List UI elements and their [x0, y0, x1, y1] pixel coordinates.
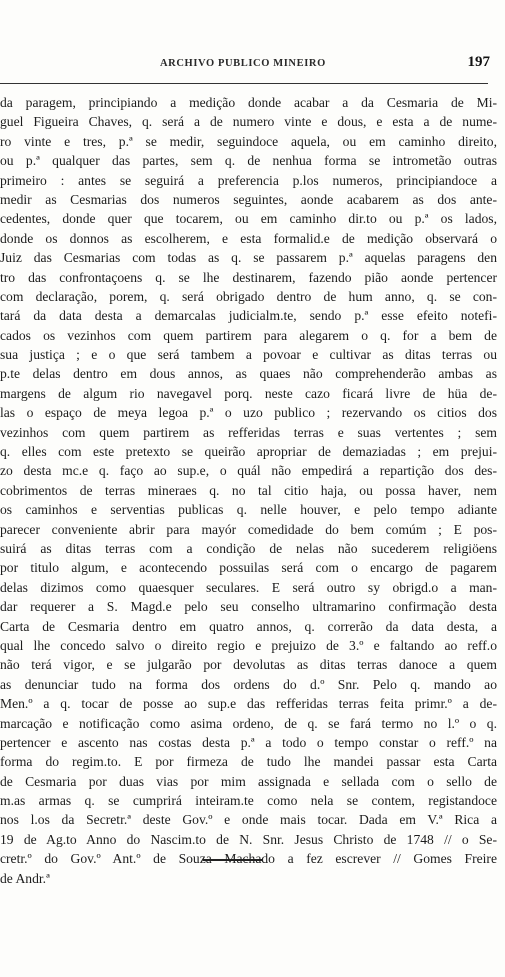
end-rule — [203, 859, 263, 861]
text-line: cretr.º do Gov.º Ant.º de Souza Machado a fez escrever // Gomes Freire — [0, 851, 497, 867]
text-line: primeiro : antes se seguirá a preferencia p.los numeros, principiandoce a — [0, 172, 497, 188]
text-line: pertencer e ascento nas costas desta p.ª a todo o tempo constar o reff.º na — [0, 734, 497, 750]
text-line: marcação e notificação como asima ordeno, de q. se fará termo no l.º o q. — [0, 715, 497, 731]
text-line: margens de algum rio navegavel porq. neste cazo ficará livre de hüa de- — [0, 385, 497, 401]
text-line: las o espaço de meya legoa p.ª o uzo publico ; rezervando os citios dos — [0, 405, 497, 421]
text-line: as denunciar tudo na forma dos ordens do d.º Snr. Pelo q. mando ao — [0, 676, 497, 692]
text-line: Men.º a q. tocar de posse ao sup.e das refferidas terras feita primr.º a de- — [0, 696, 497, 712]
text-line: tará da data desta a demarcalas judicialm.te, sendo p.ª esse efeito notefi- — [0, 308, 497, 324]
text-line: medir as Cesmarias dos numeros seguintes, aonde acabarem as dos ante- — [0, 191, 497, 207]
text-line: de Cesmaria por duas vias por mim assignada e sellada com o sello de — [0, 773, 497, 789]
text-line: da paragem, principiando a medição donde acabar a da Cesmaria de Mi- — [0, 95, 497, 110]
text-line: cobrimentos de terras mineraes q. no tal citio haja, ou possa haver, nem — [0, 482, 497, 498]
text-line: zo desta mc.e q. faço ao sup.e, o quál não empedirá a repartição dos des- — [0, 463, 497, 479]
text-line: q. elles com este pretexto se queirão apropriar de demaziadas ; em prejui- — [0, 444, 497, 460]
text-line: sua justiça ; e o que será tambem a povoar e cultivar as ditas terras ou — [0, 347, 497, 363]
running-title: ARCHIVO PUBLICO MINEIRO — [160, 58, 326, 69]
text-line: os caminhos e serventias publicas q. nelle houver, e pelo tempo adiante — [0, 502, 497, 518]
header-rule — [0, 83, 488, 84]
text-line: 19 de Ag.to Anno do Nascim.to de N. Snr. Jesus Christo de 1748 // o Se- — [0, 831, 497, 847]
text-line: qual lhe concedo salvo o direito regio e prejuizo de 3.º e faltando ao reff.o — [0, 637, 497, 653]
text-line: donde os donnos as escolherem, e esta formalid.e de medição observará o — [0, 230, 497, 246]
text-line: cedentes, donde quer que tocarem, ou em caminho dir.to ou p.ª os lados, — [0, 211, 497, 227]
text-line: cados os vezinhos com quem partirem para alegarem o q. for a bem de — [0, 327, 497, 343]
text-line-last: de Andr.ª — [0, 870, 50, 886]
text-line: forma do regim.to. E por firmeza de tudo lhe mandei passar esta Carta — [0, 754, 497, 770]
text-line: m.as armas q. se cumprirá inteiram.te como nela se contem, registandoce — [0, 793, 497, 809]
text-line: tro das confrontaçoens q. se lhe destinarem, fazendo pião aonde pertencer — [0, 269, 497, 285]
text-line: não terá vigor, e se julgarão por devolutas as ditas terras danoce a quem — [0, 657, 497, 673]
text-line: parecer conveniente abrir para mayór comedidade do bem comúm ; E pos- — [0, 521, 497, 537]
body-text — [0, 93, 505, 888]
text-line: ro vinte e tres, p.ª se medir, seguindoce aquela, ou em caminho direito, — [0, 133, 497, 149]
text-line: ou p.ª qualquer das partes, sem q. de nenhua forma se intrometão outras — [0, 153, 497, 169]
text-line: nos l.os da Secretr.ª deste Gov.º e onde mais tocar. Dada em V.ª Rica a — [0, 812, 497, 828]
text-line: delas dizimos como quaesquer seculares. E será outro sy obrigd.o a man- — [0, 579, 497, 595]
page-number: 197 — [467, 54, 490, 70]
text-line: Juiz das Cesmarias com todas as q. se passarem p.ª aquelas paragens den — [0, 250, 497, 266]
text-line: por titulo algum, e acontecendo possuilas será com o encargo de pagarem — [0, 560, 497, 576]
text-line: guel Figueira Chaves, q. será a de numero vinte e dous, e esta a de nume- — [0, 114, 497, 130]
text-line: dar requerer a S. Magd.e pelo seu conselho ultramarino confirmação desta — [0, 599, 497, 615]
text-line: p.te delas dentro em dous annos, as quaes não comprehenderão ambas as — [0, 366, 497, 382]
text-line: vezinhos com quem partirem as refferidas terras e suas vertentes ; sem — [0, 424, 497, 440]
text-line: com declaração, porem, q. será obrigado dentro de hum anno, q. se con- — [0, 288, 497, 304]
text-line: suirá as ditas terras com a condição de nelas não sucederem religiöens — [0, 540, 497, 556]
running-head — [0, 54, 490, 76]
text-line: Carta de Cesmaria dentro em quatro annos, q. correrão da data desta, a — [0, 618, 497, 634]
